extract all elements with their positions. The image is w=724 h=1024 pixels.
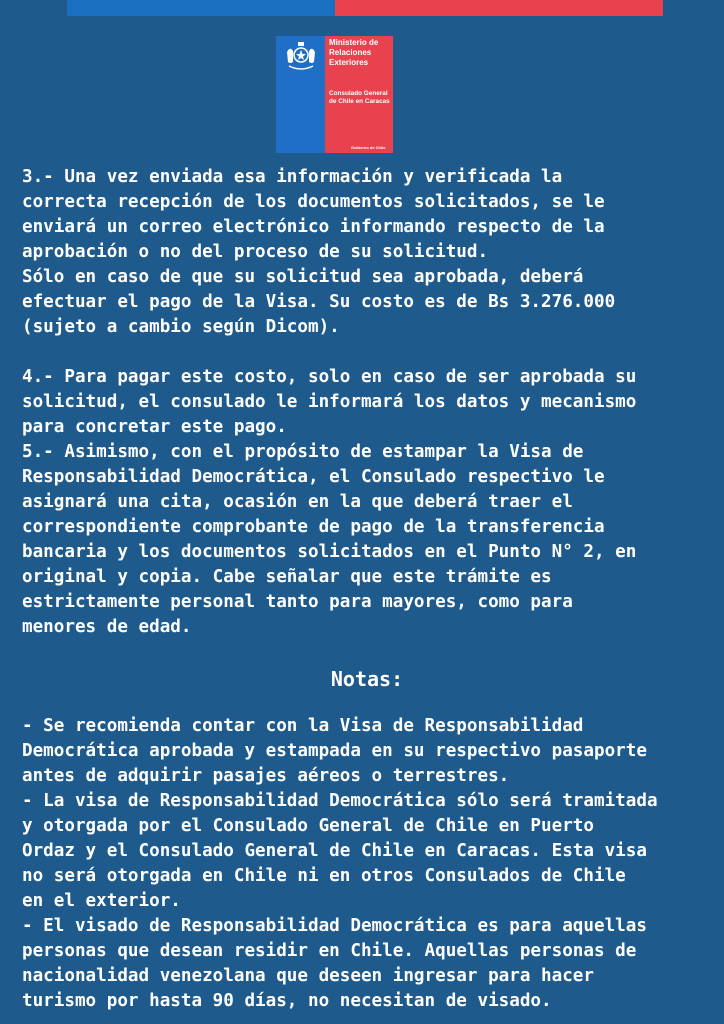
note-1: - Se recomienda contar con la Visa de Responsabilidad Democrática aprobada y estampada en su respectivo pasaporte antes de adquirir pasajes aéreos o terrestres. (22, 716, 647, 786)
paragraph-4: 4.- Para pagar este costo, solo en caso de ser aprobada su solicitud, el consulado le informará los datos y mecanismo para concretar este pago. (22, 367, 637, 437)
ministry-name: Ministerio de Relaciones Exteriores (329, 38, 379, 67)
note-3: - El visado de Responsabilidad Democrática es para aquellas personas que desean residir en Chile. Aquellas personas de nacionalidad venezolana que deseen ingresar para hacer turismo por hasta 90 días, no necesitan de visado. (22, 916, 647, 1011)
consulate-name: Consulado General de Chile en Caracas (329, 90, 390, 105)
coat-of-arms-icon (281, 42, 321, 76)
note-2: - La visa de Responsabilidad Democrática sólo será tramitada y otorgada por el Consulado General de Chile en Puerto Ordaz y el Consulado General de Chile en Caracas. Esta visa no será otorgada en Chile ni en otros Consulados de Chile en el exterior. (22, 791, 658, 911)
document-body (22, 165, 712, 1014)
paragraph-5: 5.- Asimismo, con el propósito de estampar la Visa de Responsabilidad Democrática, el Consulado respectivo le asignará una cita, ocasión en la que deberá traer el correspondiente comprobante de pago de la transferencia bancaria y los documentos solicitados en el Punto N° 2, en original y copia. Cabe señalar que este trámite es estrictamente personal tanto para mayores, como para menores de edad. (22, 442, 637, 637)
government-label: Gobierno de Chile (351, 145, 386, 150)
logo-red-panel (325, 36, 393, 153)
ministry-logo (276, 36, 393, 153)
spacer (22, 340, 712, 365)
notes-heading: Notas: (330, 667, 404, 691)
paragraph-3: 3.- Una vez enviada esa información y verificada la correcta recepción de los documentos solicitados, se le enviará un correo electrónico informando respecto de la aprobación o no del proceso de su solicitud. Sólo en caso de que su solicitud sea aprobada, deberá efectuar el pago de la Visa. Su costo es de Bs 3.276.000 (sujeto a cambio según Dicom). (22, 167, 616, 337)
logo-blue-panel (276, 36, 325, 153)
flag-stripe (67, 0, 663, 16)
flag-stripe-red (335, 0, 663, 16)
flag-stripe-blue (67, 0, 335, 16)
